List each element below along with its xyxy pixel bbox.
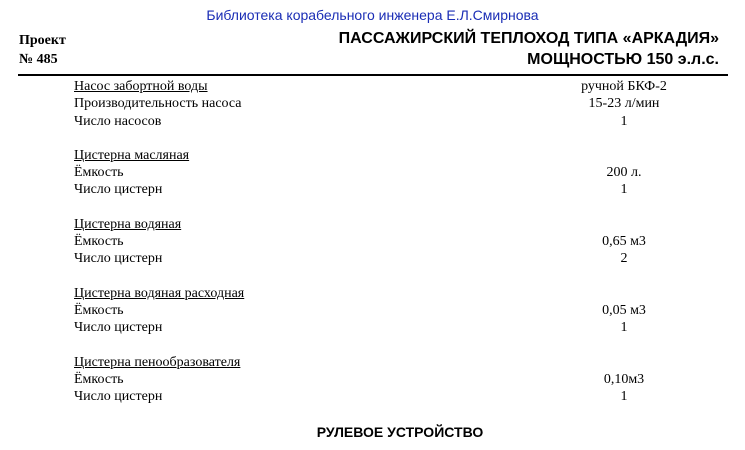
- section-name: Цистерна водяная: [74, 217, 182, 232]
- spec-label: Ёмкость: [74, 234, 124, 249]
- library-title: Библиотека корабельного инженера Е.Л.Смирнова: [206, 7, 539, 23]
- spec-row: [0, 96, 745, 114]
- spec-row: [0, 389, 745, 407]
- spec-label: Число насосов: [74, 114, 162, 129]
- spec-label: Число цистерн: [74, 251, 163, 266]
- spec-value: 0,10м3: [603, 372, 645, 387]
- next-section-heading: РУЛЕВОЕ УСТРОЙСТВО: [316, 424, 484, 440]
- spec-row: [0, 303, 745, 321]
- spec-row: [0, 182, 745, 200]
- section-header: [0, 286, 745, 304]
- spec-row: [0, 251, 745, 269]
- spec-label: Ёмкость: [74, 372, 124, 387]
- spec-label: Число цистерн: [74, 320, 163, 335]
- spec-label: Ёмкость: [74, 165, 124, 180]
- spec-row: [0, 234, 745, 252]
- spec-label: Число цистерн: [74, 389, 163, 404]
- section-header: [0, 217, 745, 235]
- project-number: № 485: [19, 52, 58, 67]
- section-name: Цистерна пенообразователя: [74, 355, 241, 370]
- document-subtitle: МОЩНОСТЬЮ 150 э.л.с.: [527, 51, 719, 68]
- spec-value: 2: [620, 251, 628, 266]
- spec-value: 1: [620, 320, 628, 335]
- spec-value: 200 л.: [606, 165, 642, 180]
- spec-row: [0, 320, 745, 338]
- spec-value: 0,65 м3: [602, 234, 646, 249]
- header-divider: [18, 74, 728, 76]
- section-name: Цистерна масляная: [74, 148, 190, 163]
- spec-row: [0, 114, 745, 132]
- spec-label: Производительность насоса: [74, 96, 242, 111]
- spec-label: Число цистерн: [74, 182, 163, 197]
- spec-row: [0, 165, 745, 183]
- spec-value: 1: [620, 114, 628, 129]
- section-name: Цистерна водяная расходная: [74, 286, 245, 301]
- spec-row: [0, 372, 745, 390]
- spec-value: 0,05 м3: [602, 303, 646, 318]
- spec-value: 15-23 л/мин: [588, 96, 660, 111]
- spec-value: 1: [620, 182, 628, 197]
- section-header: [0, 355, 745, 373]
- section-header: [0, 79, 745, 97]
- spec-label: Ёмкость: [74, 303, 124, 318]
- section-header: [0, 148, 745, 166]
- section-name-value: ручной БКФ-2: [581, 79, 667, 94]
- document-title: ПАССАЖИРСКИЙ ТЕПЛОХОД ТИПА «АРКАДИЯ»: [338, 30, 719, 47]
- section-name: Насос забортной воды: [74, 79, 208, 94]
- project-label: Проект: [19, 33, 66, 48]
- spec-value: 1: [620, 389, 628, 404]
